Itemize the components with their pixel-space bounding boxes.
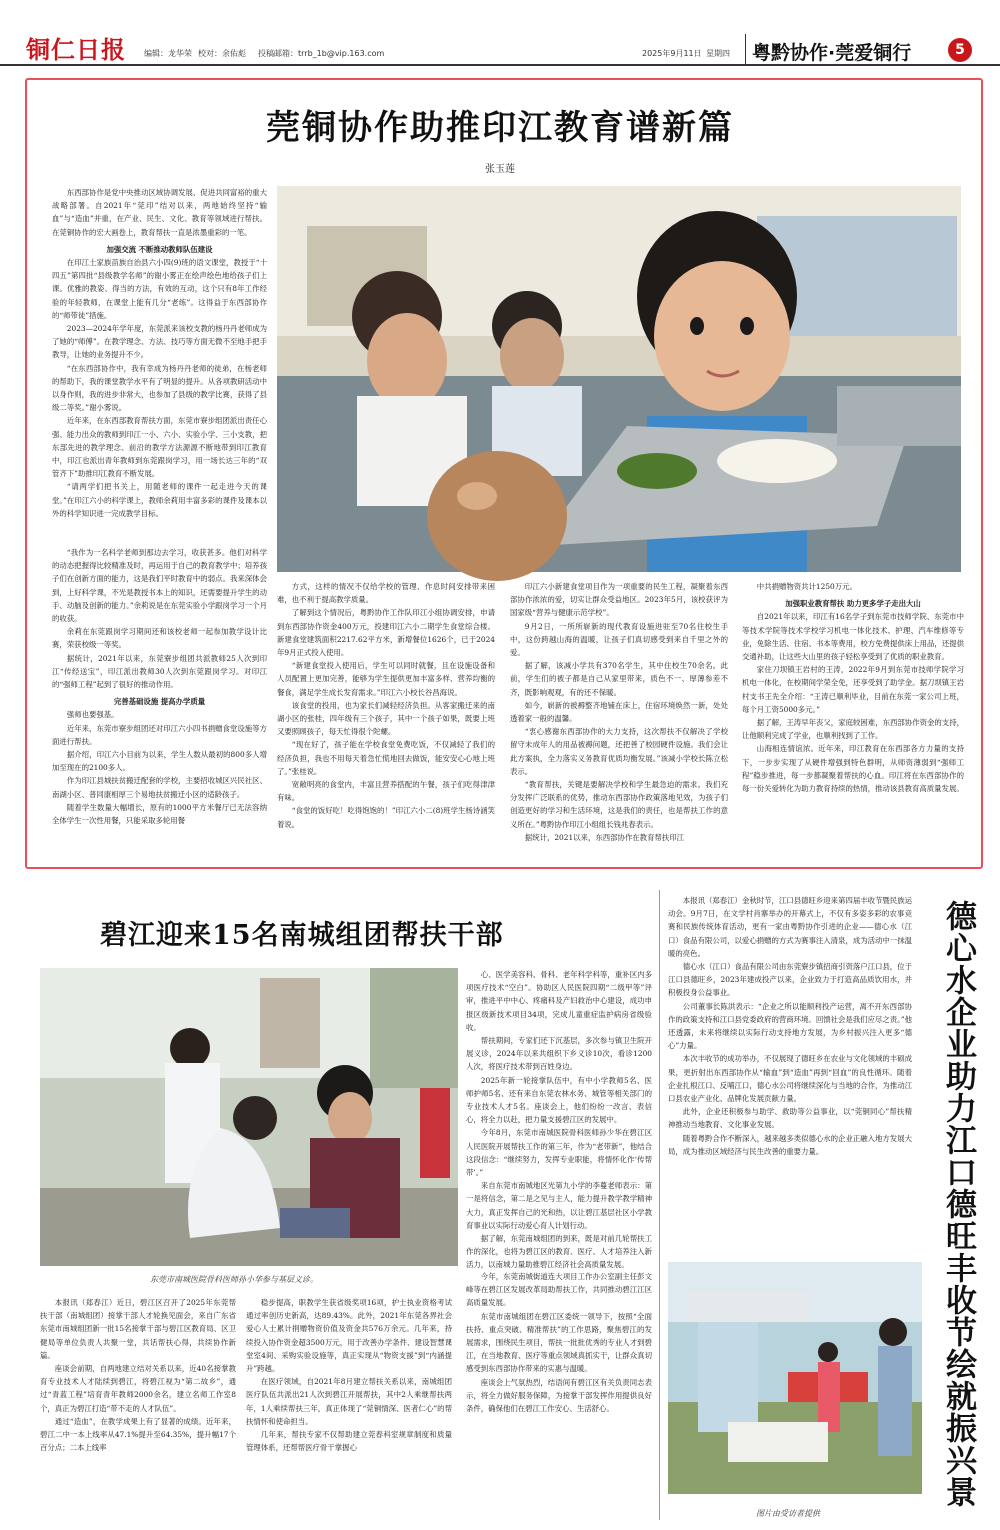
bijiang-column-4: 今年，东莞南城街道连大项目工作办公室副主任彭文峰等在碧江区发展改革局助帮扶工作，共同推动碧江江区高质量发展。 东莞市南城组团在碧江区委统一领导下，按照“全面扶持、重点突破、精准帮扶”的工作思路，聚焦碧江的发展需求，围绕民生项目，帮扶一批批优秀的专业人才到碧江，在当地教育、医疗等重点领域真抓实干，让群众真切感受到东西部协作带来的实惠与温暖。 座谈会上气氛热烈，结语间有碧江区有关负责同志表示，将全力做好服务保障，为接掌干部发挥作用提供良好条件，确保他们在碧江工作安心、生活舒心。: [466, 1272, 652, 1414]
article-headline: 莞铜协作助推印江教育谱新篇: [266, 108, 734, 148]
article-column-3: 方式，这样的情况不仅给学校的管理、作息时间安排带来困难，也不利于提高教学质量。 了解到这个情况后，粤黔协作工作队印江小组协调安排，申请到东西部协作资金400万元，投建印江六小二期学生食堂综合楼。新建食堂建筑面积2217.62平方米，新增餐位1626个，已于2024年9月正式投入使用。 “新建食堂投入使用后，学生可以同时就餐，且在设施设备和人员配置上更加完善，能够为学生提供更加丰富多样、营养均衡的餐食，满足学生成长发育需求。”印江六小校长谷昌海说。 该食堂的投用，也为家长们减轻经济负担。从客家搬迁来的南湖小区的张桂，四年级有三个孩子，其中一个孩子如果，既要上班又要照顾孩子，每天忙得很个陀螺。 “现在好了，孩子能在学校食堂免费吃饭，不仅减轻了我们的经济负担，我也不用每天着急忙慌地回去做饭，能安安心心地上班了。”张桂说。 宽敞明亮的食堂内，丰富且营养搭配的午餐，孩子们吃得津津有味。 “食堂的饭好吃！吃得饱饱的！”印江六小二(8)班学生杨诗涵笑着说。: [277, 582, 495, 829]
issue-weekday: 星期四: [706, 49, 730, 58]
article-column-4: 印江六小新建食堂项目作为一项重要的民生工程，凝聚着东西部协作浓浓的爱，切实让群众受益地区。2023年5月，该校获评为国家级“营养与健康示范学校”。 9月2日，一所所崭新的现代教育设施进驻至70名住校生手中，这份跨越山海的温暖，让孩子们真切感受到来自千里之外的爱。 据了解，该减小学共有370名学生，其中住校生70余名。此前，学生们的被子都是自己从家里带来，质色不一、厚薄参差不齐，既影响观观，有的还不保暖。 如今，崭新的被褥整齐地铺在床上，住宿环境焕然一新，处处透着家一般的温馨。 “衷心感谢东西部协作的大力支持，这次帮扶不仅解决了学校留守未成年人的用品被褥问题，还把善了校园硬件设施。我们会让此方案执，全力落实义务教育优质均衡发展。”该减小学校长陈立松表示。 “教育帮扶，关键是要解决学校和学生最急迫的需求。我们充分发挥广泛联系的优势，推动东西部协作政策落地见效，为孩子们创造更好的学习和生活环境，这是我们的责任，也是帮扶工作的意义所在。”粤黔协作印江小组组长钱兆春表示。 据统计，2021以来，东西部协作在教育帮扶印江: [510, 582, 728, 842]
submission-email: 投稿邮箱：trrb_1b@vip.163.com: [258, 49, 385, 58]
students-lunch-photo: [277, 186, 961, 572]
bijiang-column-2: 稳步提高，职教学生获省级奖项16项，护士执业资格考试通过率创历史新高，达89.43%。此外，2021年东莞各界社会爱心人士累计捐赠物资价值及资金共576万余元。几年来，持续投入协作资金超3500万元，用于改善办学条件、建设智慧课堂室4间、采购实验设施等，真正实现从“物资支援”到“内涵提升”跨越。 在医疗领域，自2021年8月建立帮扶关系以来，南城组团医疗队伍共派出21人次到碧江开展帮扶，其中2人乘继帮扶两年，1人乘续帮扶三年，真正体现了“莞铜情深、医者仁心”的帮扶情怀和使命担当。 几年来，帮扶专家不仅帮助建立莞春科室规章制度和质量管理体系，还帮帮医疗骨干掌握心: [246, 1298, 452, 1453]
article-column-1: 东西部协作是党中央推动区域协调发展、促进共同富裕的重大战略部署。自2021年“莞印”结对以来，两地始终坚持“输血”与“造血”并重，在产业、民生、文化、教育等领域进行帮扶。在莞铜协作的宏大画卷上，教育帮扶一直是浓墨重彩的一笔。 加强交流 不断推动教师队伍建设 在印江土家族苗族自治县六小四(9)班的语文课堂，教授于“十四五”第四批“县级教学名师”的谢小雾正在绘声绘色地给孩子们上课。优雅的教姿、得当的方法，有效的互动，这个只有8年工作经验的年轻教师，在课堂上能有几分“老练”。这得益于东西部协作的“师带徒”措施。 2023—2024年学年度，东莞派来该校支教的杨丹丹老师成为了她的“师傅”。在教学理念、方法、技巧等方面无微不至地手把手教导，让她的业务提升不少。 “在东西部协作中，我有幸成为杨丹丹老师的徒弟，在杨老师的帮助下，我的课堂教学水平有了明显的提升。从各项教研活动中以身作则，我的进步非常大，也参加了县级的教学比赛，获得了县级二等奖。”谢小雾说。 近年来，在东西部教育帮扶方面，东莞市寮步组团派出责任心强、能力出众的教师到印江一小、六小、实验小学、三小支教，把东部先进的教学理念、前沿的教学方法源源不断地带到印江教育中，印江也派出青年教师到东莞跟岗学习，用一场长达三年的“双管齐下”助推印江教育不断发展。 “请两学们把书关上，用随老师的课件一起走进今天的课堂。”在印江六小的科学课上，教师余莉用丰富多彩的课件及课本以外的科学知识进一完成教学目标。: [52, 188, 268, 518]
dexinshui-headline: 德心水企业助力江口德旺丰收节绘就振兴景: [940, 900, 976, 1508]
article-column-1-lower: “我作为一名科学老师到那边去学习，收获甚多。他们对科学的动态把握得比较精准及时，再运用于自己的教育教学中；培养孩子们在创新方面的能力，这是我们平时教育中的弱点。我来深体会到，上好科学课，不光是教授书本上的知识，还需要提升学生的动手、动脑及创新的能力。”余莉说是在东莞实验小学跟岗学习一个月的收获。 余莉在东莞跟岗学习期间还和该校老师一起参加教学设计比赛，荣获校级一等奖。 据统计，2021年以来，东莞寮步组团共派教师25人次到印江“传经送宝”，印江派出教师30人次到东莞跟岗学习。对印江的“强师工程”起到了很好的推动作用。 完善基础设施 提高办学质量 强师也要强基。 近年来，东莞市寮步组团还对印江六小四书捐赠食堂设施等方面进行帮扶。 据介绍，印江六小目前为以来，学生人数从最初的800多人增加至现在的2100多人。 作为印江县城扶贫搬迁配套的学校，主要招收城区兴民社区、南湖小区、普同康相厚三个易地扶贫搬迁小区的适龄孩子。 随着学生数量大幅增长，原有的1000平方米餐厅已无法容纳全体学生一次性用餐，只能采取多轮用餐: [52, 546, 267, 858]
issue-date: 2025年9月11日: [642, 49, 702, 58]
subheading: 加强职业教育帮扶 助力更多学子走出大山: [785, 599, 921, 609]
page-number-badge: 5: [948, 38, 972, 62]
free-clinic-photo-illustration: [40, 968, 458, 1266]
festival-photo-illustration: [668, 1262, 922, 1494]
proof-credit: 校对：余佑彪: [198, 49, 246, 58]
newspaper-logo: 铜仁日报: [26, 35, 126, 64]
festival-photo-caption: 图片由受访者提供: [756, 1509, 820, 1518]
harvest-festival-photo: [668, 1262, 922, 1494]
column-rule: [659, 890, 660, 1520]
cafeteria-photo-illustration: [277, 186, 961, 572]
bijiang-column-3: 心、医学美容科、骨科、老年科学科等，重补区内多项医疗技术“空白”。协助区人民医院四期“二级甲等”评审，推进平中中心、疼痛科及产妇救治中心建设，成功申报区级新技术项目34项，完成儿童重症监护病房省级验收。 帮扶期间，专家们还下沉基层，多次参与镇卫生院开展义诊，2024年以来共组织下乡义诊10次，看诊1200人次，将医疗技术带到百姓身边。 2025年新一轮接掌队伍中，有中小学教师5名、医师护师5名、还有来自东莞农林水务、城管等相关部门的专业技术人才5名。座谈会上，他们纷纷一改言、表信心，将全力以赴，把力量支援碧江区的发展中。 今年8月，东莞市南城医院骨科医师孙少华在碧江区人民医院开展帮扶工作的第三年，作为“老带新”，他结合这段信念：“继续努力，发挥专业职能，将情怀化作‘传帮带’。” 来自东莞市南城地区光第九小学的李蔓老师表示：第一是将信念，第二是之见与主人，能力提升教学教学精神大力，真正发挥自己的光和热，以让碧江基层社区小学教育事业以实际行动爱心育人计划行动。 据了解，东莞南城组团的到来，既是对前几轮帮扶工作的深化，也将为碧江区的教育、医疗、人才培养注入新活力，以南城力量助推碧江经济社会高质量发展。: [466, 970, 652, 1270]
article-byline: 张玉莲: [485, 164, 515, 175]
masthead: [0, 0, 1000, 66]
subheading: 完善基础设施 提高办学质量: [113, 697, 206, 707]
clinic-photo-caption: 东莞市南城医院骨科医师孙小华参与基层义诊。: [150, 1275, 318, 1284]
article-column-5: 中共捐赠物资共计1250万元。 加强职业教育帮扶 助力更多学子走出大山 自2021年以来，印江有16名学子到东莞市技师学院、东莞市中等技术学院等技术学校学习机电一体化技术、护理、汽车维修等专业，免除生活、住宿、书本等费用，校方免费提供床上用品，还提供交通补助，让这些大山里的孩子轻松享受到了优质的职业教育。 家住刀坝镇王岩村的王涛，2022年9月到东莞市技师学院学习机电一体化，在校期间学荣全免，还享受到了助学金。据刀坝镇王岩村支书王先全介绍：“王涛已顺利毕业，目前在东莞一家公司上班，每个月工资5000多元。” 据了解，王涛早年丧父，家庭较困难，东西部协作资金的支持，让他顺利完成了学业，也顺利找到了工作。 山海相连情谊浓。近年来，印江教育在东西部各方力量的支持下，一步步实现了从硬件增强到特色群明，从师资薄弱到“强师工程”稳步推进，每一步都凝聚着帮扶的心血。印江将在东西部协作的每一份关爱转化为助力教育持续的热情，推动该县教育高质量发展。: [742, 582, 964, 794]
section-title: 粤黔协作·莞爱铜行: [752, 42, 912, 64]
editor-credit: 编辑：龙华荣: [144, 49, 192, 58]
section-divider: [745, 34, 746, 64]
clinic-photo: [40, 968, 458, 1266]
dexinshui-column: 本报讯（郑春江）金秋时节，江口县德旺乡迎来第四届丰收节暨民族运动会。9月7日，在文学村肖寨举办的开幕式上，不仅有多姿多彩的农事竞赛和民族传统体育活动，更有一家由粤黔协作引进的企业——德心水（江口）食品有限公司，以爱心捐赠的方式为赛事注入清泉，成为活动中一抹温暖的亮色。 德心水（江口）食品有限公司由东莞寮步镇招商引资落户江口县，位于江口县德旺乡，2023年建成投产以来，企业致力于打造高品质饮用水，并积极投身公益事业。 公司董事长陈洪表示：“企业之所以能顺利投产运营，离不开东西部协作的政策支持和江口县党委政府的营商环境。回馈社会是我们应尽之责。”他还透露，未来将继续以实际行动支持地方发展，为乡村振兴注入更多“德心”力量。 本次丰收节的成功举办，不仅展现了德旺乡在农业与文化领域的丰硕成果，更折射出东西部协作从“输血”到“造血”再到“回血”的良性循环。随着企业扎根江口、反哺江口，德心水公司将继续深化与当地的合作，为推动江口县农业产业化、品牌化发展贡献力量。 此外，企业还积极参与助学、救助等公益事业，以“莞铜同心”帮扶精神推动当地教育、文化事业发展。 随着粤黔合作不断深入，越来越多类似德心水的企业正融入地方发展大局，成为推动区域经济与民生改善的重要力量。: [668, 896, 912, 1156]
bijiang-headline: 碧江迎来15名南城组团帮扶干部: [100, 920, 504, 951]
bijiang-column-1: 本报讯（郑春江）近日，碧江区召开了2025年东莞帮扶干部（南城组团）接掌干部人才轮换见面会，来自广东省东莞市南城组团新一批15名接掌干部与碧江区教育局、区卫健局等单位负责人共聚一堂，共话帮扶心得，共续协作新篇。 座谈会前期，自两地建立结对关系以来，近40名接掌教育专业技术人才陆续到碧江，将碧江视为“第二故乡”，通过“青蓝工程”培育青年教师2000余名，建立名师工作室8个，真正为碧江打造“带不走的人才队伍”。 通过“造血”，在教学成果上有了显著的成绩。近年来，碧江二中一本上线率从47.1%提升至64.35%，提升幅17个百分点；二本上线率: [40, 1298, 236, 1453]
subheading: 加强交流 不断推动教师队伍建设: [106, 244, 213, 254]
